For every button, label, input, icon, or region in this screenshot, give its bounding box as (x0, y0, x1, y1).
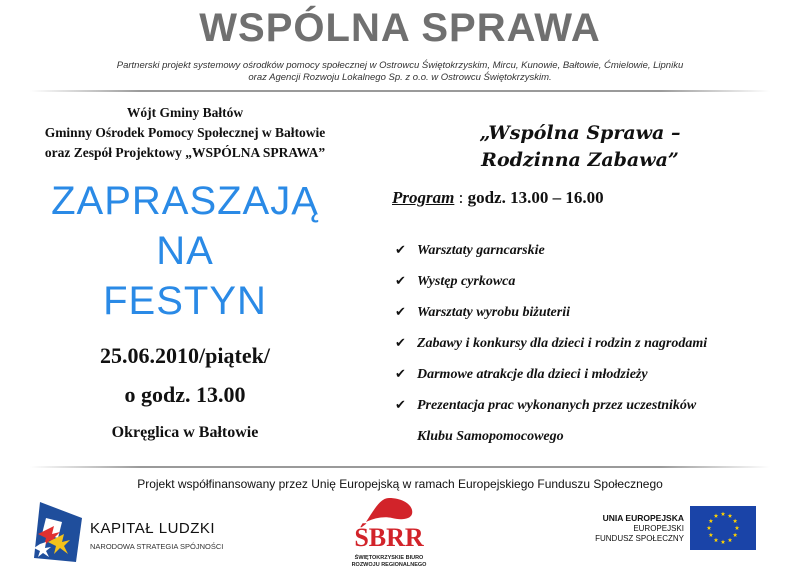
event-title (380, 120, 780, 174)
check-icon: ✔ (395, 367, 406, 382)
program-separator: : (454, 188, 468, 207)
program-label: Program (392, 188, 455, 207)
kapital-ludzki-subtitle: NARODOWA STRATEGIA SPÓJNOŚCI (90, 542, 224, 551)
organizer-line: oraz Zespół Projektowy „WSPÓLNA SPRAWA” (44, 145, 326, 160)
event-time: o godz. 13.00 (124, 382, 246, 407)
program-header (392, 188, 604, 208)
sbrr-subtitle-line2: ROZWOJU REGIONALNEGO (351, 562, 427, 568)
eu-text-line3: FUNDUSZ SPOŁECZNY (595, 534, 684, 543)
partner-description-line2: oraz Agencji Rozwoju Lokalnego Sp. z o.o. w Ostrowcu Świętokrzyskim. (248, 72, 552, 83)
sbrr-subtitle (336, 555, 442, 569)
kapital-ludzki-logo (32, 500, 84, 566)
program-item-text: Darmowe atrakcje dla dzieci i młodzieży (417, 367, 648, 382)
invitation-line: ZAPRASZAJĄ (51, 179, 319, 223)
sbrr-subtitle-line1: ŚWIĘTOKRZYSKIE BIURO (354, 555, 424, 561)
eu-text-line1: UNIA EUROPEJSKA (602, 513, 684, 523)
check-icon: ✔ (395, 274, 406, 289)
organizers-block (0, 103, 370, 163)
sbrr-logo (344, 496, 434, 554)
kapital-ludzki-name: KAPITAŁ LUDZKI (90, 520, 216, 537)
program-item (395, 235, 800, 266)
program-item-text: Zabawy i konkursy dla dzieci i rodzin z nagrodami (417, 336, 708, 351)
check-icon: ✔ (395, 336, 406, 351)
program-item (395, 297, 800, 328)
invitation-heading (0, 176, 370, 326)
invitation-line: NA (156, 229, 214, 273)
event-place: Okręglica w Bałtowie (111, 424, 259, 441)
poster-title: WSPÓLNA SPRAWA (199, 6, 601, 50)
program-item-text: Prezentacja prac wykonanych przez uczestników (417, 398, 697, 413)
organizer-line: Wójt Gminy Bałtów (126, 105, 244, 120)
program-item (395, 359, 800, 390)
program-list (395, 235, 800, 452)
organizer-line: Gminny Ośrodek Pomocy Społecznej w Bałtowie (44, 125, 326, 140)
program-item (395, 390, 800, 421)
program-item (395, 266, 800, 297)
program-item-text: Warsztaty wyrobu biżuterii (417, 305, 570, 320)
check-icon: ✔ (395, 305, 406, 320)
bottom-divider (30, 466, 770, 468)
invitation-line: FESTYN (103, 279, 267, 323)
program-hours: godz. 13.00 – 16.00 (467, 188, 604, 207)
event-title-line2: Rodzinna Zabawa” (481, 149, 679, 171)
sbrr-logo-text: ŚBRR (354, 523, 424, 552)
check-icon: ✔ (395, 243, 406, 258)
cofinancing-note: Projekt współfinansowany przez Unię Europejską w ramach Europejskiego Funduszu Społecznego (137, 477, 663, 491)
program-item (395, 328, 800, 359)
event-date: 25.06.2010/piątek/ (100, 343, 270, 368)
program-item-continuation (395, 421, 800, 452)
eu-text-line2: EUROPEJSKI (633, 523, 684, 533)
partner-description-line1: Partnerski projekt systemowy ośrodków pomocy społecznej w Ostrowcu Świętokrzyskim, Mircu, Kunowie, Bałtowie, Ćmielowie, Lipniku (116, 60, 684, 71)
program-item-text: Klubu Samopomocowego (417, 429, 564, 444)
program-item-text: Warsztaty garncarskie (417, 243, 545, 258)
program-item-text: Występ cyrkowca (417, 274, 516, 289)
eu-flag (690, 506, 756, 550)
check-icon: ✔ (395, 398, 406, 413)
eu-text-block (540, 513, 684, 545)
top-divider (30, 90, 770, 92)
partner-description (60, 60, 740, 84)
event-title-line1: „Wspólna Sprawa – (479, 122, 681, 144)
